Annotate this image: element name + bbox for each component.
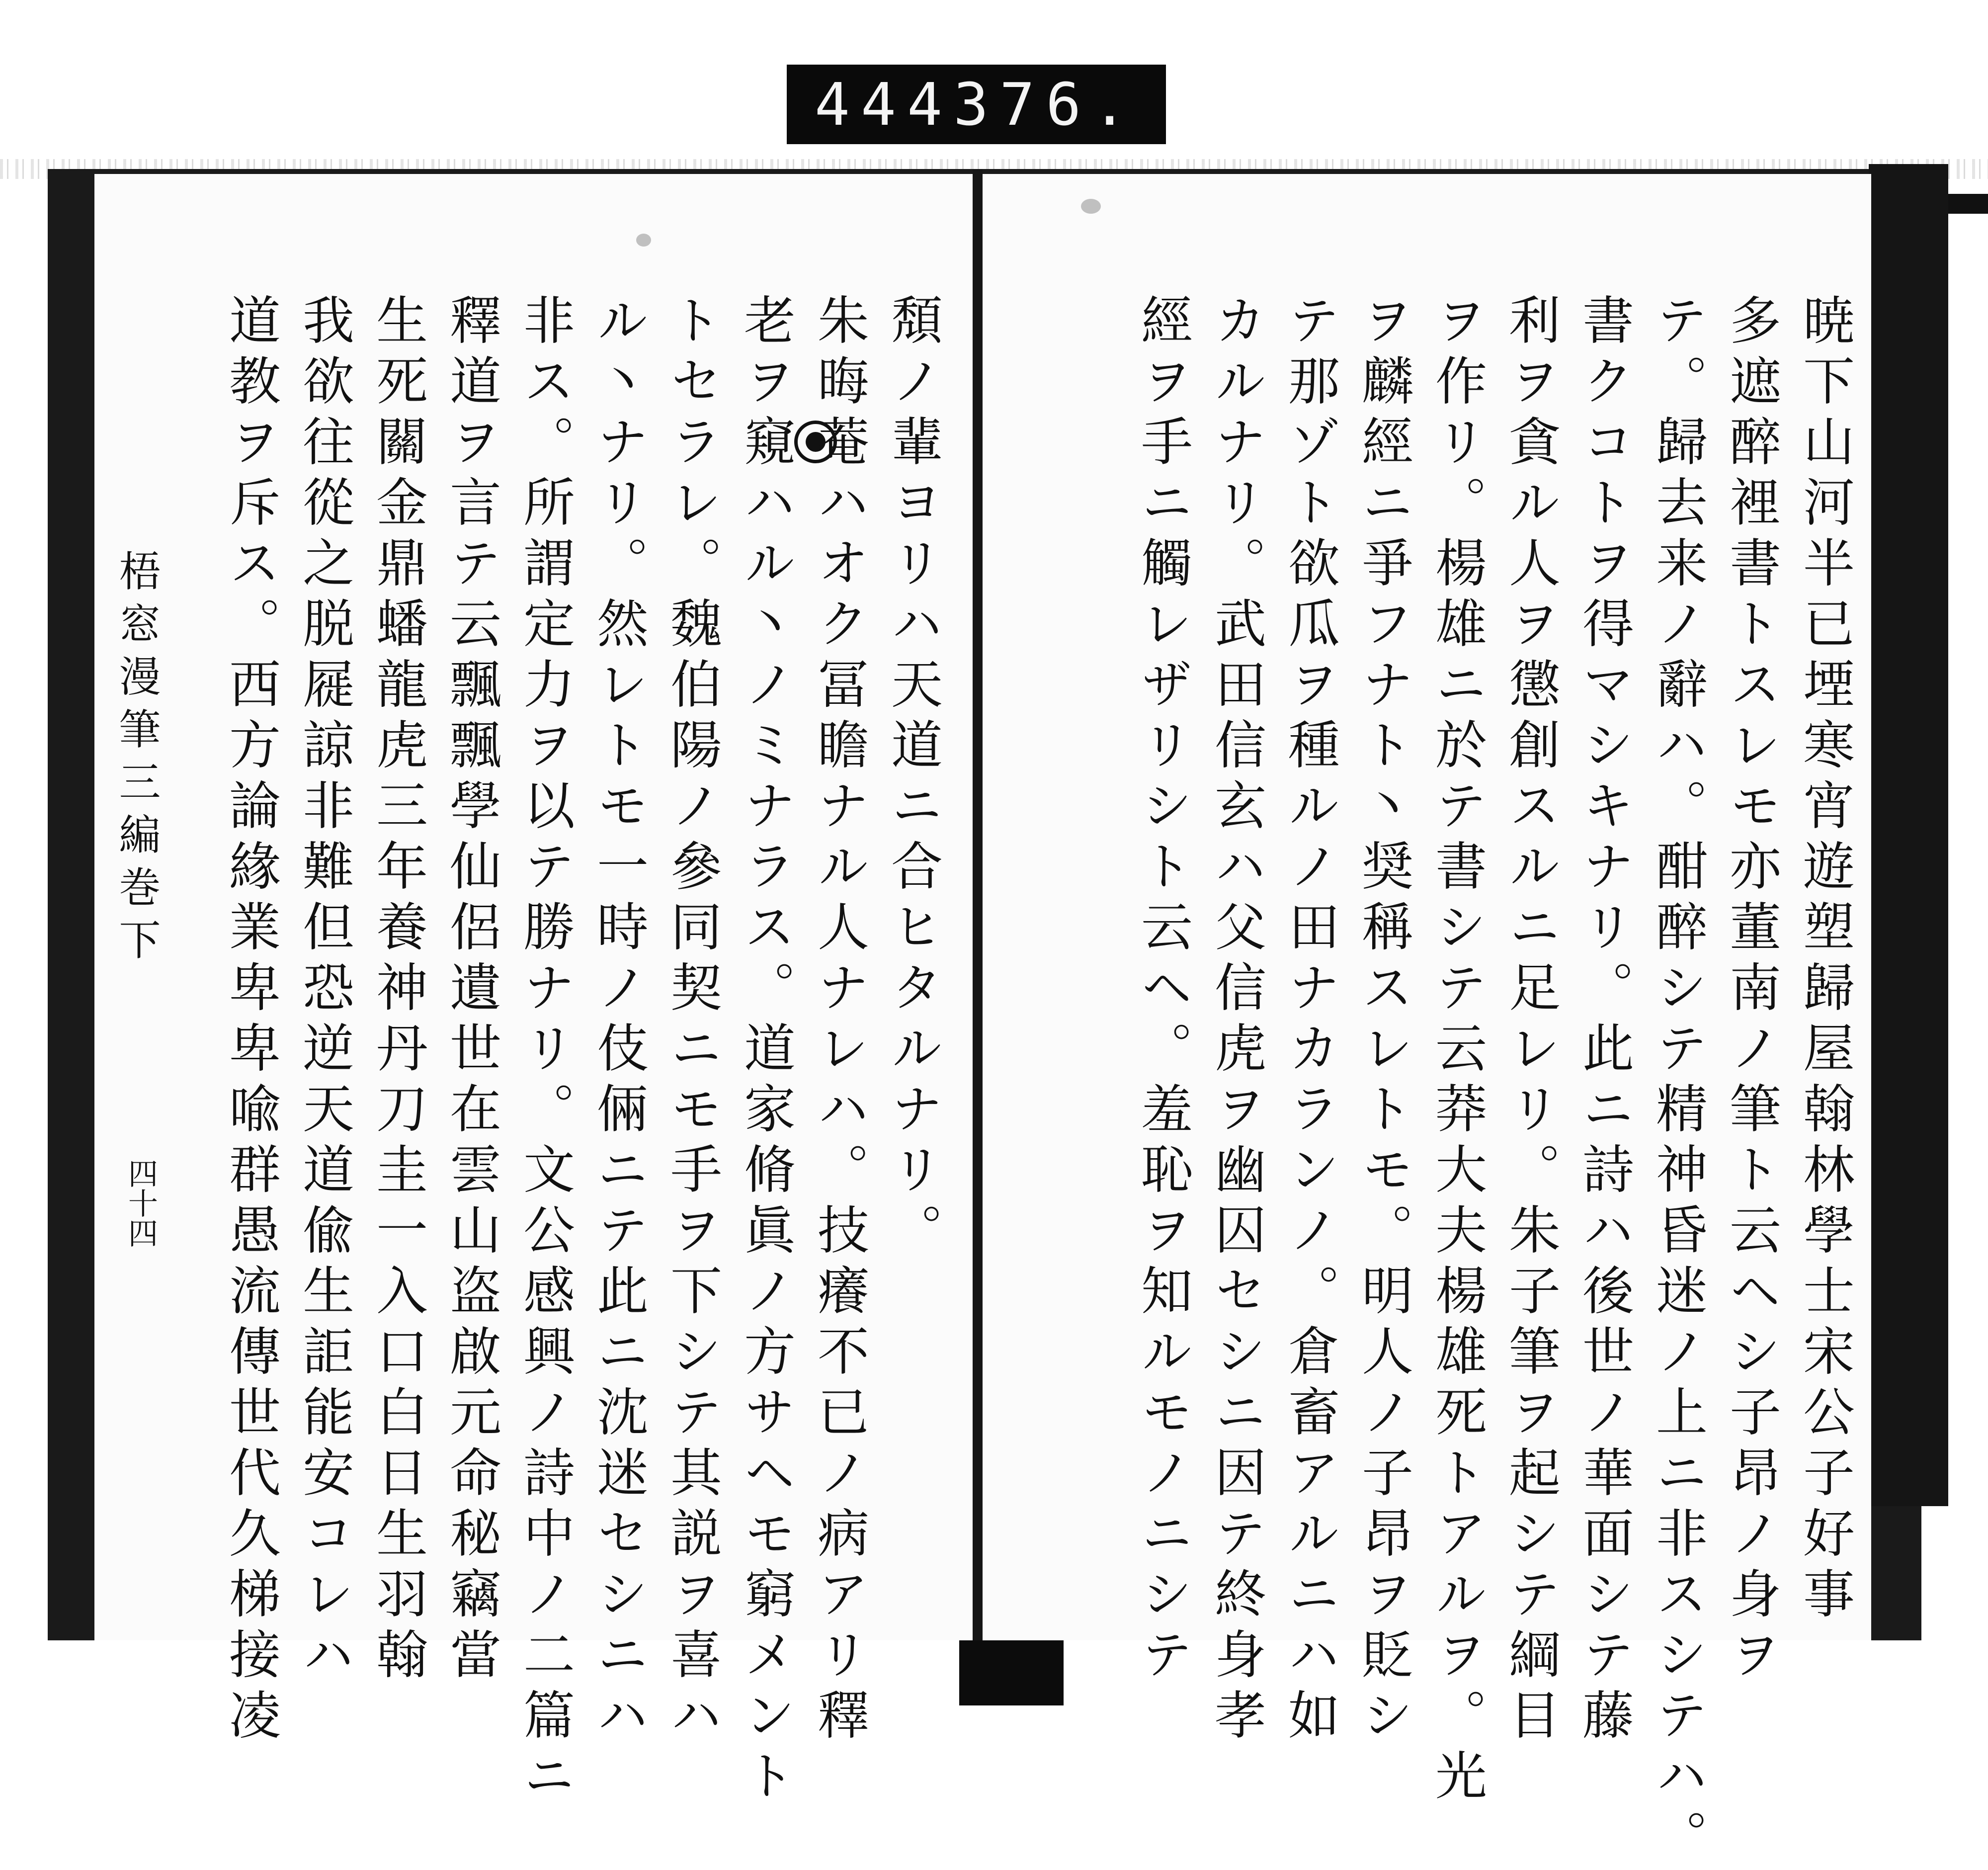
text-column: 朱晦菴ハオク冨瞻ナル人ナレハ。技癢不已ノ病アリ釋: [809, 293, 869, 1749]
book-spine: [973, 169, 983, 1640]
text-column: 釋道ヲ言テ云飄飄學仙侶遺世在雲山盗啟元命秘竊當: [441, 293, 501, 1688]
call-number-right: 376.: [953, 70, 1139, 139]
left-page-text: [149, 293, 949, 1809]
text-column: カルナリ。武田信玄ハ父信虎ヲ幽囚セシニ因テ終身孝: [1206, 293, 1266, 1749]
text-column: トセラレ。魏伯陽ノ參同契ニモ手ヲ下シテ其説ヲ喜ハ: [662, 293, 722, 1749]
spine-binding: [959, 1640, 1064, 1705]
call-number-left: 444: [815, 70, 954, 139]
call-number-label: [787, 65, 1166, 144]
text-column: ル丶ナリ。然レトモ一時ノ伎倆ニテ此ニ沈迷セシニハ: [588, 293, 649, 1749]
right-page-text: [1046, 293, 1861, 1870]
text-column: 生死關金鼎蟠龍虎三年養神丹刀圭一入口白日生羽翰: [367, 293, 428, 1688]
text-column: テ那ゾト欲瓜ヲ種ルノ田ナカランノ。倉畜アルニハ如: [1279, 293, 1340, 1749]
text-column: 道教ヲ斥ス。西方論緣業卑卑喩群愚流傳世代久梯接凌: [220, 293, 281, 1749]
text-column: 頽ノ輩ヨリハ天道ニ合ヒタルナリ。: [882, 293, 943, 1264]
text-column: 非ス。所謂定力ヲ以テ勝ナリ。文公感興ノ詩中ノ二篇ニ: [514, 293, 575, 1809]
text-column: 利ヲ貪ル人ヲ懲創スルニ足レリ。朱子筆ヲ起シテ綱目: [1500, 293, 1561, 1749]
page-stain: [636, 234, 651, 247]
text-column: テ。歸去来ノ辭ハ。酣醉シテ精神昏迷ノ上ニ非スシテハ。: [1647, 293, 1708, 1870]
page-stain: [1081, 199, 1101, 214]
page-number: 四十四: [123, 1158, 158, 1248]
text-column: 老ヲ窺ハル丶ノミナラス。道家脩眞ノ方サヘモ窮メント: [735, 293, 796, 1809]
text-column: 經ヲ手ニ觸レザリシト云ヘ。羞恥ヲ知ルモノニシテ: [1132, 293, 1193, 1688]
book-edge-tab: [1948, 194, 1988, 214]
text-column: 暁下山河半已堙寒宵遊塑歸屋翰林學士宋公子好事: [1794, 293, 1855, 1627]
running-title: 梧窓漫筆三編巻下: [112, 549, 161, 971]
text-column: ヲ作リ。楊雄ニ於テ書シテ云莽大夫楊雄死トアルヲ。光: [1426, 293, 1487, 1809]
text-column: ヲ麟經ニ爭フナト丶奨稱スレトモ。明人ノ子昂ヲ貶シ: [1353, 293, 1413, 1749]
text-column: 多遮醉裡書トスレモ亦董南ノ筆ト云ヘシ子昂ノ身ヲ: [1721, 293, 1781, 1688]
text-column: 書クコトヲ得マシキナリ。此ニ詩ハ後世ノ華面シテ藤: [1574, 293, 1634, 1749]
text-column: 我欲往從之脱屣諒非難但恐逆天道偸生詎能安コレハ: [294, 293, 354, 1688]
book-edge: [1869, 164, 1948, 1506]
